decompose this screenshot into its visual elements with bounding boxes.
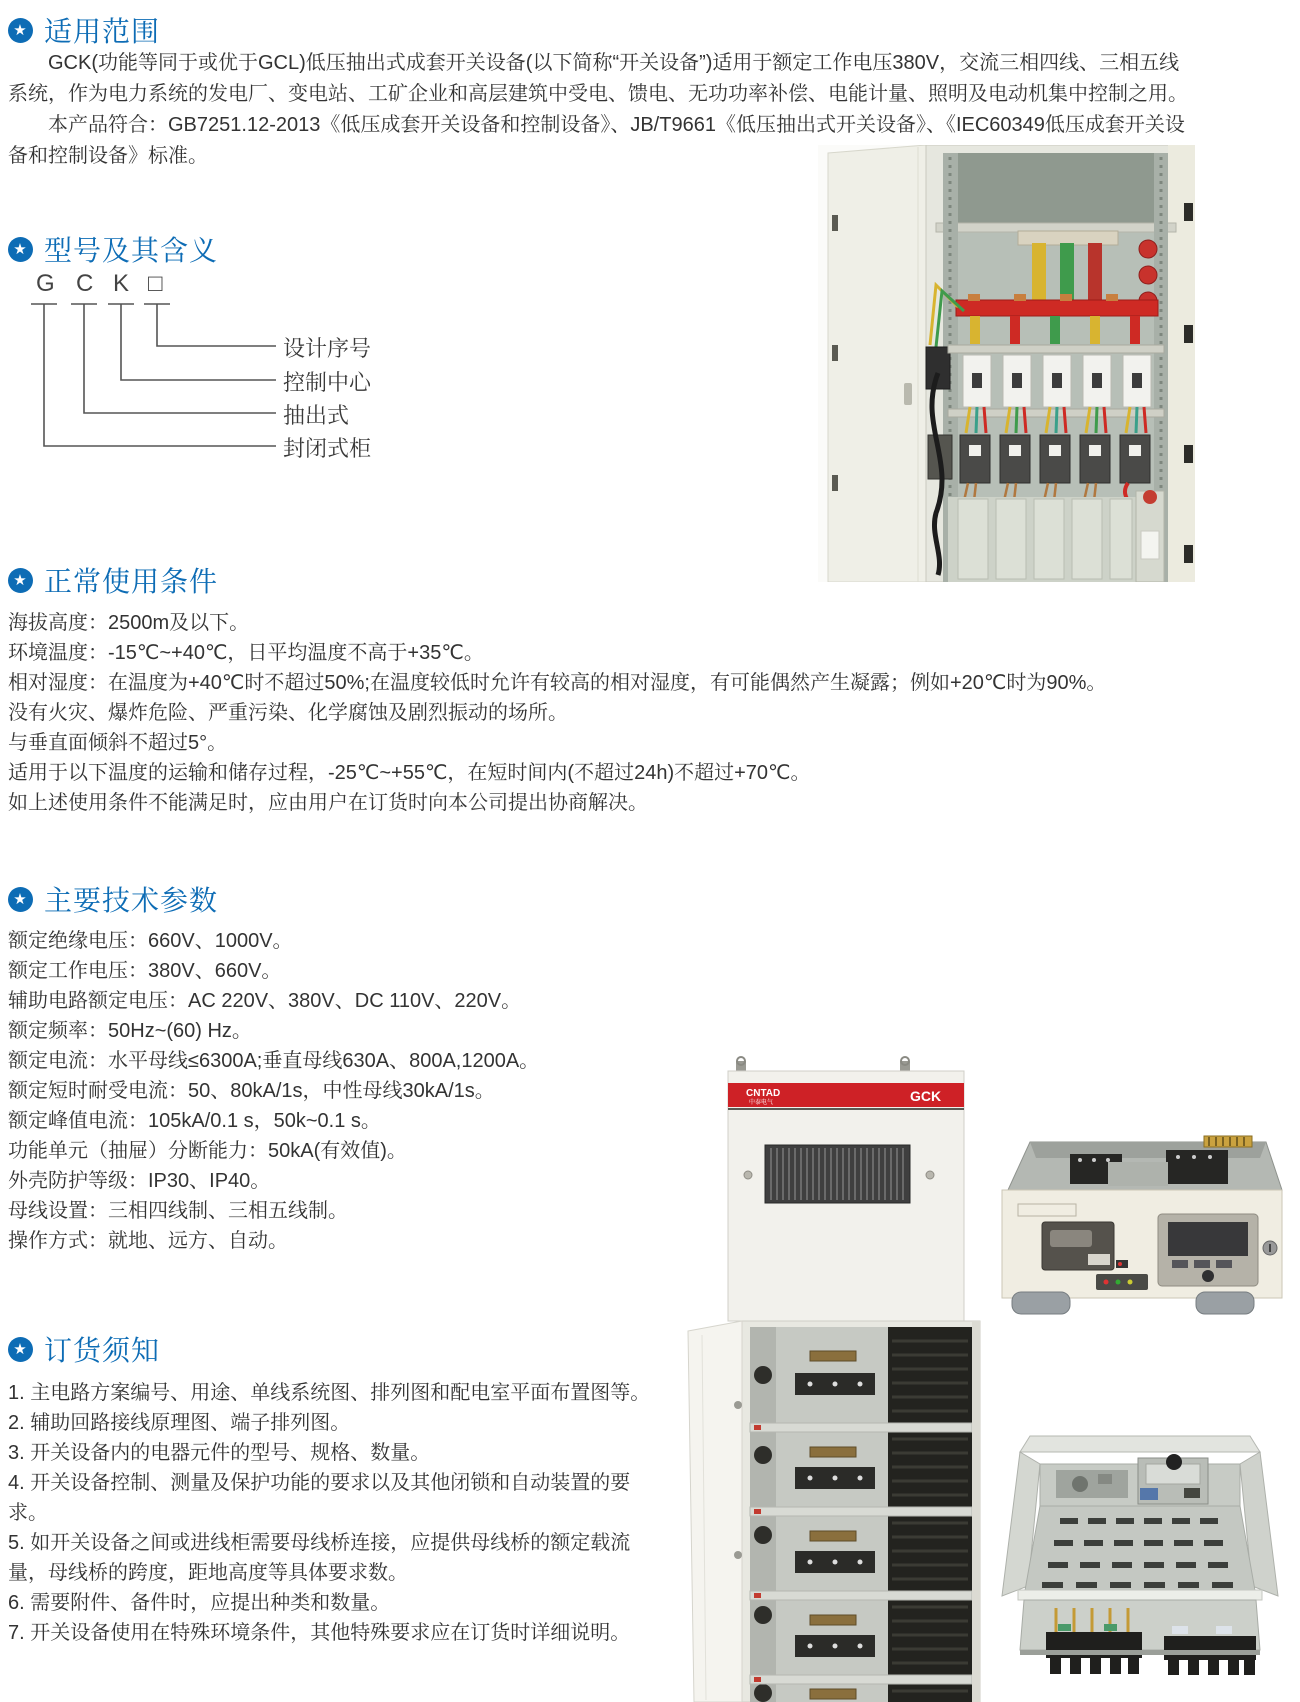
section-title-ordering: 订货须知 [44,1335,161,1366]
parameter-item: 额定电流：水平母线≤6300A;垂直母线630A、800A,1200A。 [8,1050,540,1072]
section-title-model: 型号及其含义 [44,235,219,266]
drawer-open-illustration [988,1418,1293,1698]
parameter-item: 操作方式：就地、远方、自动。 [8,1230,288,1252]
cabinet-interior-illustration [818,145,1195,582]
model-letter-k: K [113,270,130,297]
parameter-item: 额定峰值电流：105kA/0.1 s，50k~0.1 s。 [8,1110,381,1132]
scope-paragraph-2: 本产品符合：GB7251.12-2013《低压成套开关设备和控制设备》、JB/T9661《低压抽出式开关设备》、《IEC60349低压成套开关设备和控制设备》标准。 [8,114,1185,167]
model-label-control-center: 控制中心 [283,370,372,395]
parameter-item: 母线设置：三相四线制、三相五线制。 [8,1200,348,1222]
drawer-unit-illustration [990,1128,1288,1328]
model-designation-diagram [28,270,458,470]
drawer-unit-photo [990,1128,1288,1328]
section-title-parameters: 主要技术参数 [44,885,219,916]
parameter-item: 额定工作电压：380V、660V。 [8,960,282,982]
parameter-item: 功能单元（抽屉）分断能力：50kA(有效值)。 [8,1140,407,1162]
condition-item: 海拔高度：2500m及以下。 [8,612,250,634]
ordering-item: 1. 主电路方案编号、用途、单线系统图、排列图和配电室平面布置图等。 [8,1382,651,1404]
condition-item: 如上述使用条件不能满足时，应由用户在订货时向本公司提出协商解决。 [8,792,648,814]
section-star-icon: ★ [8,18,33,43]
conditions-list [8,608,1198,818]
section-title-scope: 适用范围 [44,16,161,47]
ordering-list [8,1378,656,1648]
parameter-item: 外壳防护等级：IP30、IP40。 [8,1170,271,1192]
cabinet-brand-sublabel: 中泰电气 [749,1100,774,1106]
parameter-item: 辅助电路额定电压：AC 220V、380V、DC 110V、220V。 [8,990,522,1012]
model-label-enclosed-cabinet: 封闭式柜 [283,436,372,461]
section-header-ordering [8,1329,160,1369]
parameters-list [8,926,648,1256]
section-header-conditions [8,560,218,600]
section-star-icon: ★ [8,568,33,593]
ordering-item: 5. 如开关设备之间或进线柜需要母线桥连接，应提供母线桥的额定载流量，母线桥的跨度，距地高度等具体要求数。 [8,1532,631,1584]
model-letter-c: C [76,270,94,297]
ordering-item: 4. 开关设备控制、测量及保护功能的要求以及其他闭锁和自动装置的要求。 [8,1472,631,1524]
scope-paragraph-1: GCK(功能等同于或优于GCL)低压抽出式成套开关设备(以下简称“开关设备”)适用于额定工作电压380V，交流三相四线、三相五线系统，作为电力系统的发电厂、变电站、工矿企业和高层建筑中受电、馈电、无功功率补偿、电能计量、照明及电动机集中控制之用。 [8,52,1188,105]
model-letter-g: G [36,270,55,297]
gck-cabinet-photo [650,1055,995,1702]
condition-item: 与垂直面倾斜不超过5°。 [8,732,228,754]
section-star-icon: ★ [8,887,33,912]
cabinet-model-label: GCK [910,1088,942,1104]
model-diagram-lines [28,300,458,460]
section-title-conditions: 正常使用条件 [44,566,219,597]
ordering-item: 2. 辅助回路接线原理图、端子排列图。 [8,1412,351,1434]
section-star-icon: ★ [8,237,33,262]
section-header-scope [8,10,160,50]
section-header-model [8,229,218,269]
section-star-icon: ★ [8,1337,33,1362]
model-label-design-series: 设计序号 [283,336,372,361]
drawer-open-photo [988,1418,1293,1698]
section-header-parameters [8,879,218,919]
parameter-item: 额定频率：50Hz~(60) Hz。 [8,1020,252,1042]
ordering-item: 6. 需要附件、备件时，应提出种类和数量。 [8,1592,391,1614]
condition-item: 相对湿度：在温度为+40℃时不超过50%;在温度较低时允许有较高的相对湿度，有可能偶然产生凝露；例如+20℃时为90%。 [8,672,1107,694]
ordering-item: 3. 开关设备内的电器元件的型号、规格、数量。 [8,1442,431,1464]
condition-item: 没有火灾、爆炸危险、严重污染、化学腐蚀及剧烈振动的场所。 [8,702,568,724]
parameter-item: 额定绝缘电压：660V、1000V。 [8,930,293,952]
cabinet-brand-label: CNTAD [746,1088,781,1099]
condition-item: 环境温度：-15℃~+40℃，日平均温度不高于+35℃。 [8,642,484,664]
condition-item: 适用于以下温度的运输和储存过程，-25℃~+55℃，在短时间内(不超过24h)不超过+70℃。 [8,762,811,784]
model-label-withdrawable: 抽出式 [283,403,350,428]
cabinet-interior-photo [818,145,1195,582]
parameter-item: 额定短时耐受电流：50、80kA/1s，中性母线30kA/1s。 [8,1080,495,1102]
model-letter-box: □ [148,270,163,297]
ordering-item: 7. 开关设备使用在特殊环境条件，其他特殊要求应在订货时详细说明。 [8,1622,631,1644]
gck-cabinet-illustration [650,1055,995,1702]
